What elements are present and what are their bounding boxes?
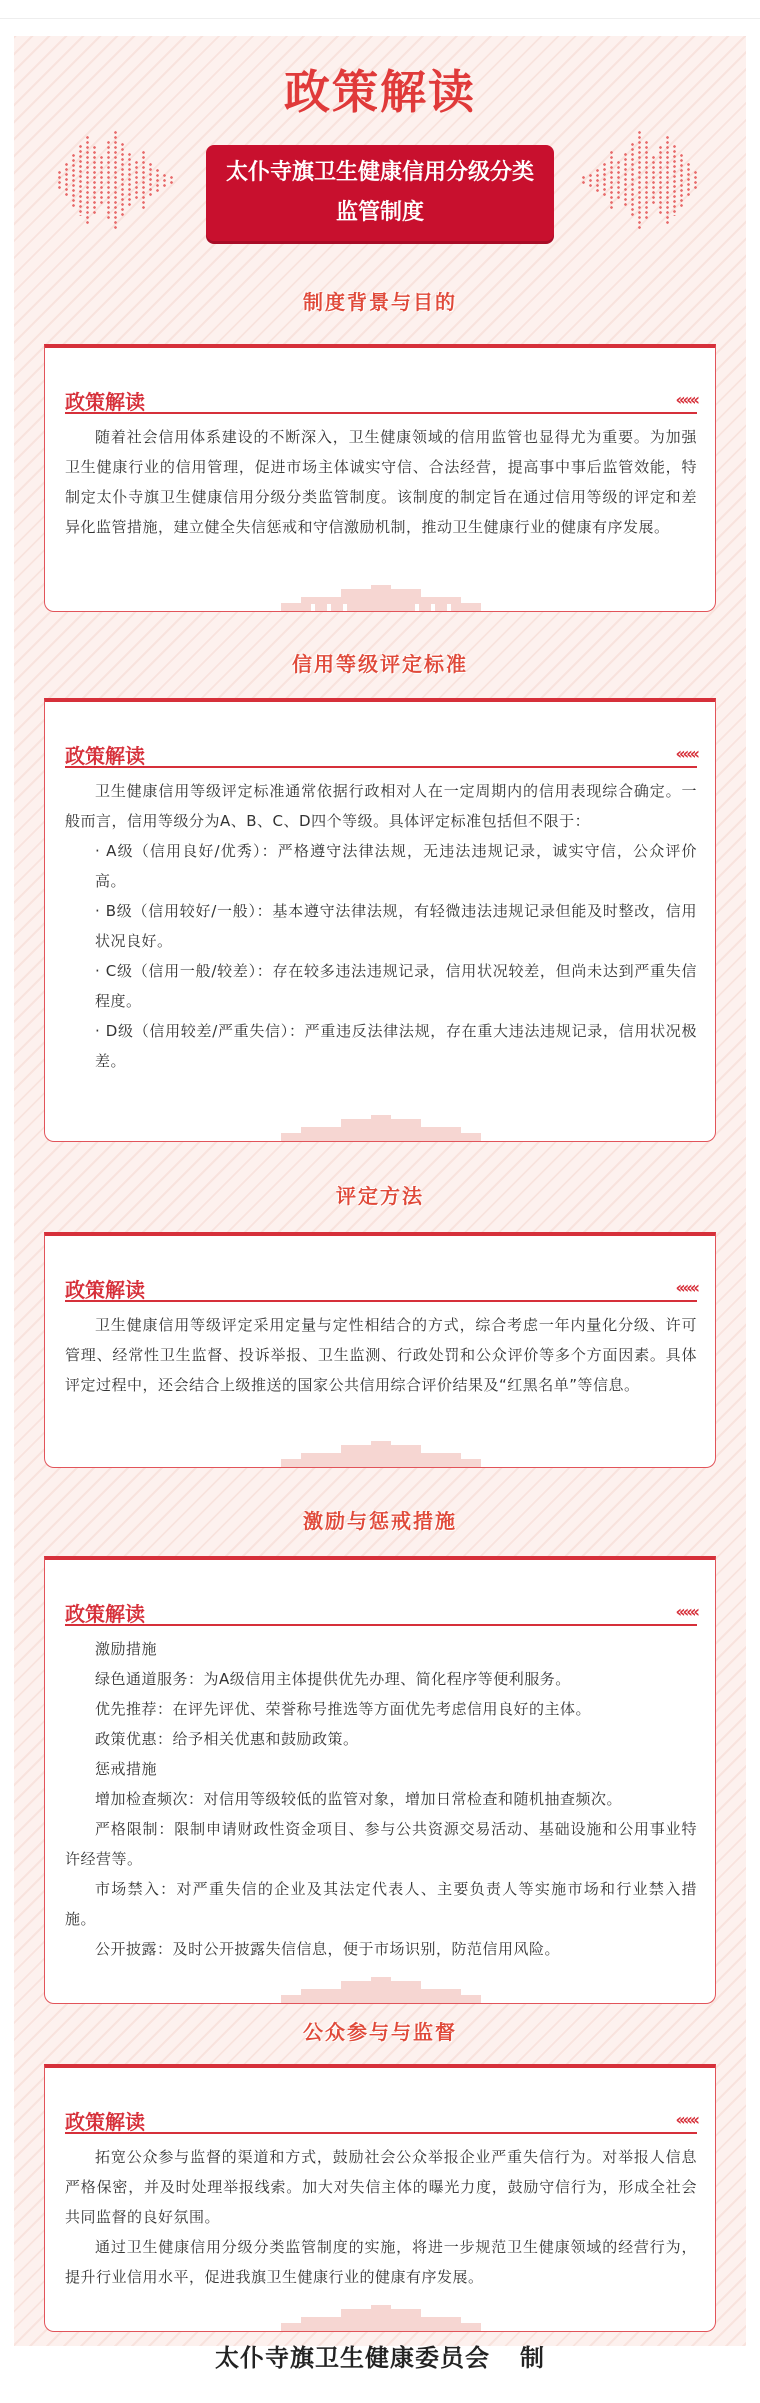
paragraph: 随着社会信用体系建设的不断深入，卫生健康领域的信用监管也显得尤为重要。为加强卫生健康行业的信用管理，促进市场主体诚实守信、合法经营，提高事中事后监管效能，特制定太仆寺旗卫生健康信用分级分类监管制度。该制度的制定旨在通过信用等级的评定和差异化监管措施，建立健全失信惩戒和守信激励机制，推动卫生健康行业的健康有序发展。 [65, 428, 697, 536]
subtitle-line-2: 监管制度 [335, 200, 424, 225]
subtitle-banner [206, 145, 554, 241]
card-header [65, 1598, 697, 1626]
chevrons-icon: ‹‹‹‹‹‹ [675, 1602, 697, 1621]
section-heading-standards: 信用等级评定标准 [292, 652, 468, 676]
paragraph: 通过卫生健康信用分级分类监管制度的实施，将进一步规范卫生健康领域的经营行为，提升行业信用水平，促进我旗卫生健康行业的健康有序发展。 [65, 2238, 697, 2286]
card-label: 政策解读 [65, 1278, 145, 1302]
chevrons-icon: ‹‹‹‹‹‹ [675, 1278, 697, 1297]
card-header [65, 2106, 697, 2134]
card-label: 政策解读 [65, 1602, 145, 1626]
card-body [65, 422, 697, 542]
card-header [65, 740, 697, 768]
card-label: 政策解读 [65, 2110, 145, 2134]
subtitle-line-1: 太仆寺旗卫生健康信用分级分类 [225, 160, 534, 185]
card-body [65, 2142, 697, 2292]
list-item: · A级（信用良好/优秀）：严格遵守法律法规，无违法违规记录，诚实守信，公众评价高。 [95, 842, 697, 890]
building-silhouette-icon [281, 2305, 481, 2331]
page-title: 政策解读 [284, 65, 476, 119]
paragraph: 拓宽公众参与监督的渠道和方式，鼓励社会公众举报企业严重失信行为。对举报人信息严格保密，并及时处理举报线索。加大对失信主体的曝光力度，鼓励守信行为，形成全社会共同监督的良好氛围。 [65, 2148, 697, 2226]
list-item: 公开披露：及时公开披露失信信息，便于市场识别，防范信用风险。 [95, 1940, 561, 1958]
list-item: 严格限制：限制申请财政性资金项目、参与公共资源交易活动、基础设施和公用事业特许经营等。 [65, 1820, 697, 1868]
section-card-background [44, 344, 716, 612]
section-card-supervision [44, 2064, 716, 2332]
chevrons-icon: ‹‹‹‹‹‹ [675, 744, 697, 763]
building-silhouette-icon [281, 1977, 481, 2003]
sound-wave-icon [58, 130, 177, 230]
list-item: · B级（信用较好/一般）：基本遵守法律法规，有轻微违法违规记录但能及时整改，信用状况良好。 [95, 902, 697, 950]
list-item: 优先推荐：在评先评优、荣誉称号推选等方面优先考虑信用良好的主体。 [95, 1700, 592, 1718]
list-item: 政策优惠：给予相关优惠和鼓励政策。 [95, 1730, 359, 1748]
list-item: · C级（信用一般/较差）：存在较多违法违规记录，信用状况较差，但尚未达到严重失信程度。 [95, 962, 697, 1010]
card-body [65, 1310, 697, 1400]
footer-org: 太仆寺旗卫生健康委员会 [215, 2344, 490, 2372]
section-heading-measures: 激励与惩戒措施 [303, 1509, 457, 1533]
section-heading-method: 评定方法 [336, 1184, 424, 1208]
building-silhouette-icon [281, 585, 481, 611]
list-item: 增加检查频次：对信用等级较低的监管对象，增加日常检查和随机抽查频次。 [95, 1790, 623, 1808]
paragraph: 卫生健康信用等级评定标准通常依据行政相对人在一定周期内的信用表现综合确定。一般而言，信用等级分为A、B、C、D四个等级。具体评定标准包括但不限于： [65, 782, 697, 830]
card-label: 政策解读 [65, 744, 145, 768]
card-label: 政策解读 [65, 390, 145, 414]
section-card-method [44, 1232, 716, 1468]
list-item: 惩戒措施 [95, 1760, 158, 1778]
paragraph: 卫生健康信用等级评定采用定量与定性相结合的方式，综合考虑一年内量化分级、许可管理、经常性卫生监督、投诉举报、卫生监测、行政处罚和公众评价等多个方面因素。具体评定过程中，还会结合上级推送的国家公共信用综合评价结果及“红黑名单”等信息。 [65, 1316, 697, 1394]
chevrons-icon: ‹‹‹‹‹‹ [675, 390, 697, 409]
card-body [65, 1634, 697, 1964]
card-header [65, 386, 697, 414]
top-divider [0, 18, 760, 19]
card-header [65, 1274, 697, 1302]
building-silhouette-icon [281, 1441, 481, 1467]
building-silhouette-icon [281, 1115, 481, 1141]
card-body [65, 776, 697, 1076]
section-card-standards [44, 698, 716, 1142]
list-item: 激励措施 [95, 1640, 158, 1658]
section-heading-background: 制度背景与目的 [303, 290, 457, 314]
section-card-measures [44, 1556, 716, 2004]
footer-signature [0, 2338, 760, 2373]
section-heading-supervision: 公众参与与监督 [303, 2020, 457, 2044]
list-item: · D级（信用较差/严重失信）：严重违反法律法规，存在重大违法违规记录，信用状况极差。 [95, 1022, 697, 1070]
footer-suffix: 制 [520, 2344, 545, 2372]
list-item: 绿色通道服务：为A级信用主体提供优先办理、简化程序等便利服务。 [95, 1670, 571, 1688]
chevrons-icon: ‹‹‹‹‹‹ [675, 2110, 697, 2129]
list-item: 市场禁入：对严重失信的企业及其法定代表人、主要负责人等实施市场和行业禁入措施。 [65, 1880, 697, 1928]
sound-wave-icon [582, 130, 701, 230]
